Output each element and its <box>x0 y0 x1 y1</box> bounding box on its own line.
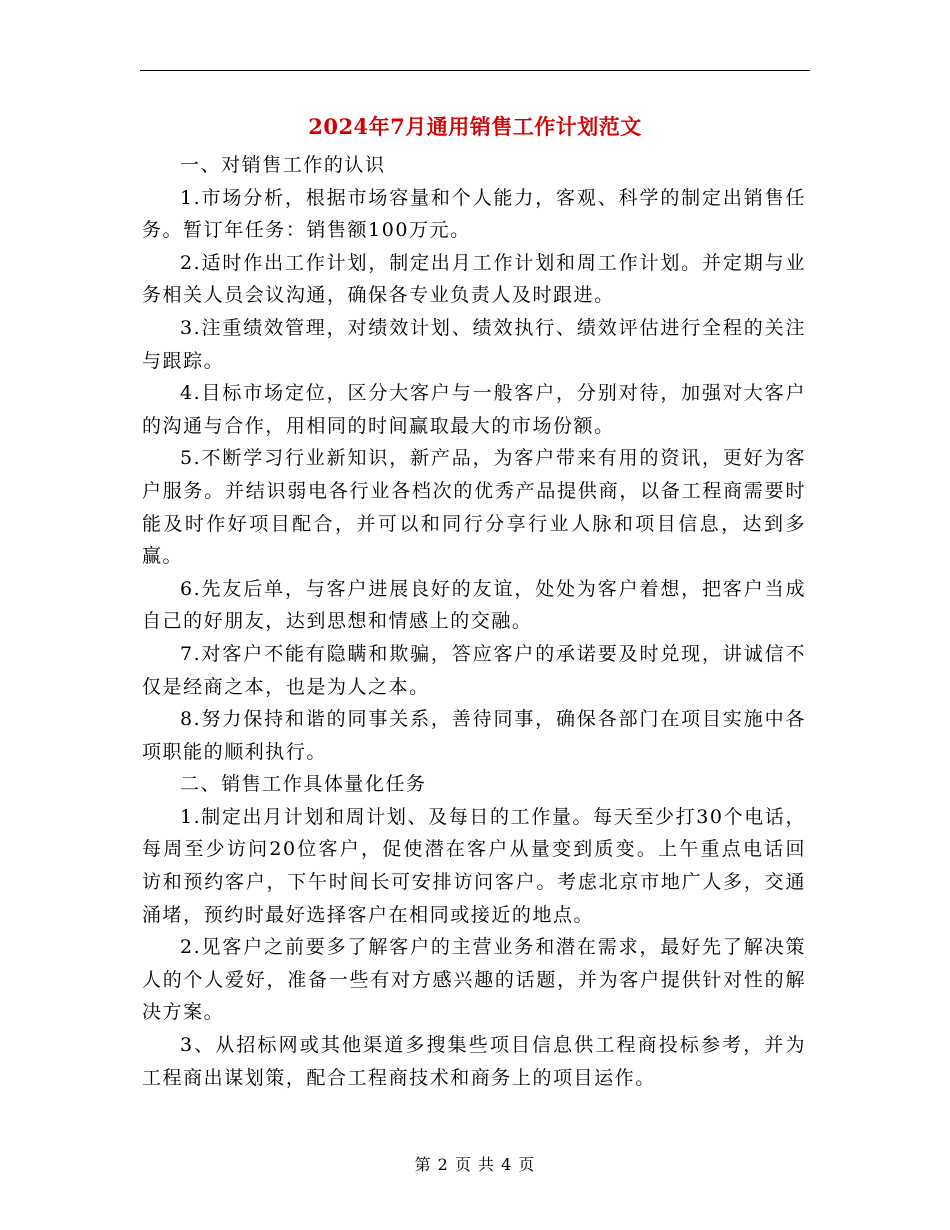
paragraph: 1.制定出月计划和周计划、及每日的工作量。每天至少打30个电话，每周至少访问20位客户，促使潜在客户从量变到质变。上午重点电话回访和预约客户，下午时间长可安排访问客户。考虑北京市地广人多，交通涌堵，预约时最好选择客户在相同或接近的地点。 <box>142 805 806 926</box>
paragraph: 6.先友后单，与客户进展良好的友谊，处处为客户着想，把客户当成自己的好朋友，达到思想和情感上的交融。 <box>142 577 806 633</box>
page-number: 第 2 页 共 4 页 <box>414 1155 536 1174</box>
paragraph: 5.不断学习行业新知识，新产品，为客户带来有用的资讯，更好为客户服务。并结识弱电各行业各档次的优秀产品提供商，以备工程商需要时能及时作好项目配合，并可以和同行分享行业人脉和项目信息，达到多赢。 <box>142 447 806 568</box>
section-heading-1: 一、对销售工作的认识 <box>180 154 386 176</box>
document-body <box>142 149 806 1094</box>
paragraph: 4.目标市场定位，区分大客户与一般客户，分别对待，加强对大客户的沟通与合作，用相同的时间赢取最大的市场份额。 <box>142 382 806 437</box>
paragraph: 8.努力保持和谐的同事关系，善待同事，确保各部门在项目实施中各项职能的顺利执行。 <box>142 708 806 763</box>
paragraph: 7.对客户不能有隐瞒和欺骗，答应客户的承诺要及时兑现，讲诚信不仅是经商之本，也是为人之本。 <box>142 642 806 698</box>
paragraph: 2.适时作出工作计划，制定出月工作计划和周工作计划。并定期与业务相关人员会议沟通，确保各专业负责人及时跟进。 <box>142 251 806 307</box>
paragraph: 1.市场分析，根据市场容量和个人能力，客观、科学的制定出销售任务。暂订年任务：销售额100万元。 <box>142 186 806 242</box>
paragraph: 2.见客户之前要多了解客户的主营业务和潜在需求，最好先了解决策人的个人爱好，准备一些有对方感兴趣的话题，并为客户提供针对性的解决方案。 <box>142 936 806 1024</box>
paragraph: 3、从招标网或其他渠道多搜集些项目信息供工程商投标参考，并为工程商出谋划策，配合工程商技术和商务上的项目运作。 <box>142 1034 806 1089</box>
document-title: 2024年7月通用销售工作计划范文 <box>308 114 642 139</box>
header-rule <box>140 70 810 71</box>
paragraph: 3.注重绩效管理，对绩效计划、绩效执行、绩效评估进行全程的关注与跟踪。 <box>142 316 806 372</box>
section-heading-2: 二、销售工作具体量化任务 <box>180 773 427 796</box>
